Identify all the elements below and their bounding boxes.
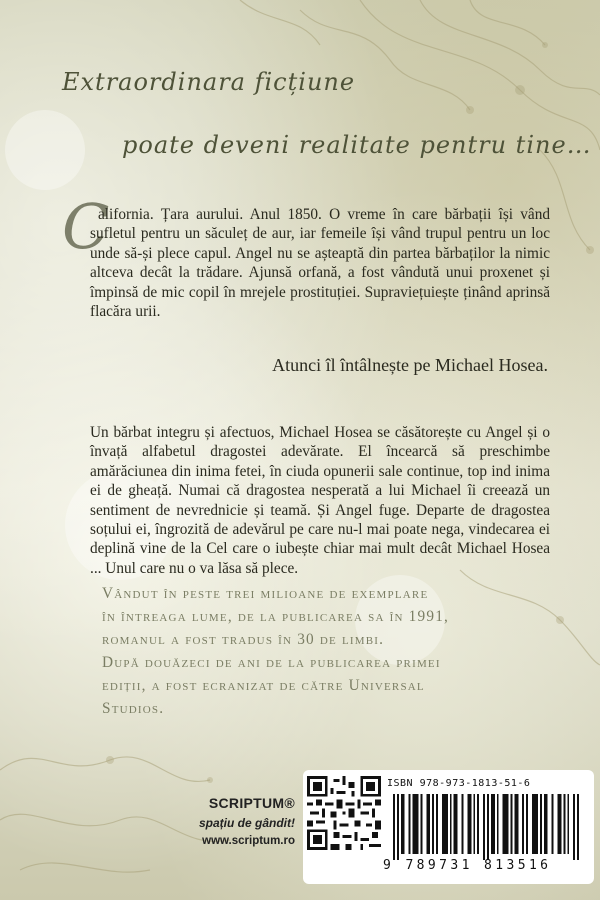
sales-note-line: După douăzeci de ani de la publicarea primei [102,654,441,671]
qr-code-icon [307,776,381,850]
lead-line: Atunci îl întâlnește pe Michael Hosea. [272,355,548,375]
publisher-name: SCRIPTUM® [208,795,295,811]
intro-paragraph: alifornia. Țara aurului. Anul 1850. O vreme în care bărbații își vând sufletul pentru un săculeț de aur, iar femeile își vând trupul pentru un loc unde să-și plece capul. Angel nu se așteaptă din partea bărbaților la nimic altceva decât la trădare. Ajunsă orfană, a fost vândută unui proxenet și împinsă de mic copil în mrejele prostituției. Supraviețuiește ținând aprinsă flacăra urii. [90,206,550,321]
sales-note-line: ediții, a fost ecranizat de către Universal [102,677,425,694]
sales-note [102,582,502,720]
barcode-panel [303,770,594,884]
publisher-block [185,795,295,847]
sales-note-line: în întreaga lume, de la publicarea sa în 1991, [102,608,450,625]
sales-note-line: romanul a fost tradus în 30 de limbi. [102,631,385,648]
sales-note-line: Studios. [102,700,165,717]
isbn-label: ISBN 978-973-1813-51-6 [387,778,531,789]
barcode-icon [393,794,579,860]
story-paragraph: Un bărbat integru și afectuos, Michael Hosea se căsătorește cu Angel și o învață alfabetul dragostei adevărate. El încearcă să preschimbe amărăciunea din inima fetei, în ciuda opunerii sale continue, top ind inima ei de gheață. Numai că dragostea nesperată a lui Michael îi creează un sentiment de nevrednicie și teamă. Și Angel fuge. Departe de dragostea soțului ei, îngrozită de adevărul pe care nu-l mai poate nega, vindecarea ei deplină vine de la Cel care o iubește chiar mai mult decât Michael Hosea ... Unul care nu o va lăsa să plece. [90,424,550,577]
tagline-line-1: Extraordinara ficțiune [62,68,356,96]
sales-note-line: Vândut în peste trei milioane de exemplare [102,585,429,602]
drop-cap: C [62,190,110,263]
ean-digits: 9 789731 813516 [383,858,552,873]
publisher-tagline: spațiu de gândit! [199,816,295,830]
tagline-line-2: poate deveni realitate pentru tine… [122,131,592,159]
publisher-url: www.scriptum.ro [202,835,295,847]
